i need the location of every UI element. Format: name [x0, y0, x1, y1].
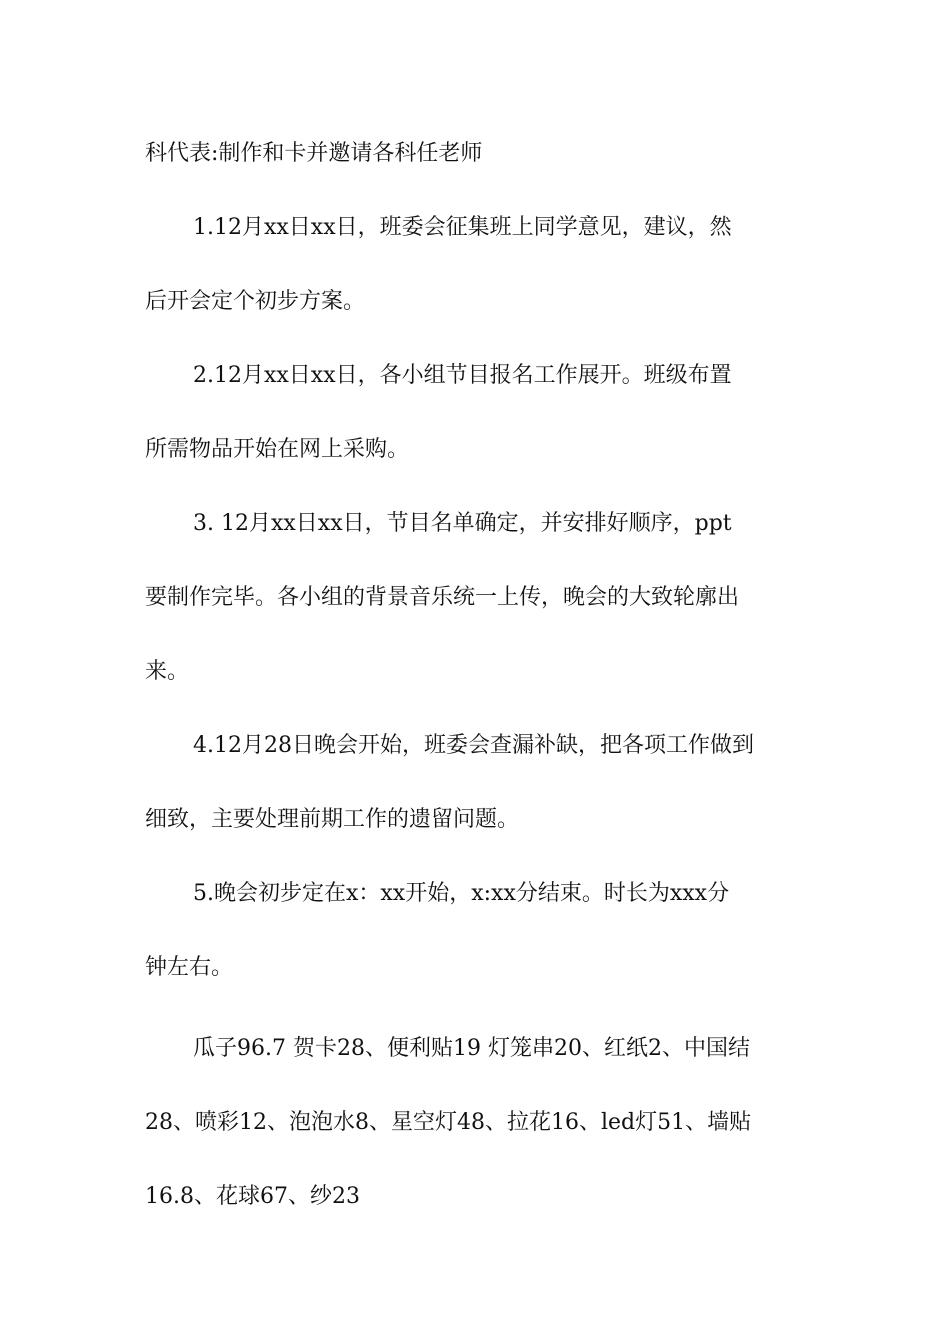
text-line: 16.8、花球67、纱23 — [145, 1184, 360, 1209]
paragraph-step-1 — [145, 191, 805, 339]
paragraph-step-5 — [145, 857, 805, 1005]
text-line: 后开会定个初步方案。 — [145, 289, 366, 314]
text-line: 2.12月xx日xx日，各小组节目报名工作展开。班级布置 — [193, 363, 732, 388]
text-line: 3. 12月xx日xx日，节目名单确定，并安排好顺序，ppt — [193, 511, 732, 536]
text-line: 要制作完毕。各小组的背景音乐统一上传，晚会的大致轮廓出 — [145, 585, 740, 610]
text-line: 28、喷彩12、泡泡水8、星空灯48、拉花16、led灯51、墙贴 — [145, 1110, 752, 1135]
text-line: 来。 — [145, 659, 190, 684]
text-line: 4.12月28日晚会开始，班委会查漏补缺，把各项工作做到 — [193, 733, 754, 758]
text-line: 5.晚会初步定在x：xx开始，x:xx分结束。时长为xxx分 — [193, 881, 730, 906]
text-line: 1.12月xx日xx日，班委会征集班上同学意见，建议，然 — [193, 215, 732, 240]
paragraph-step-3 — [145, 487, 805, 709]
text-line: 科代表:制作和卡并邀请各科任老师 — [145, 141, 483, 166]
text-line: 所需物品开始在网上采购。 — [145, 437, 410, 462]
text-line: 瓜子96.7 贺卡28、便利贴19 灯笼串20、红纸2、中国结 — [193, 1036, 750, 1061]
text-line: 细致，主要处理前期工作的遗留问题。 — [145, 807, 520, 832]
paragraph-step-2 — [145, 339, 805, 487]
paragraph-purchase-list — [145, 1012, 805, 1234]
paragraph-subject-reps — [145, 117, 805, 191]
text-line: 钟左右。 — [145, 955, 234, 980]
paragraph-step-4 — [145, 709, 805, 857]
